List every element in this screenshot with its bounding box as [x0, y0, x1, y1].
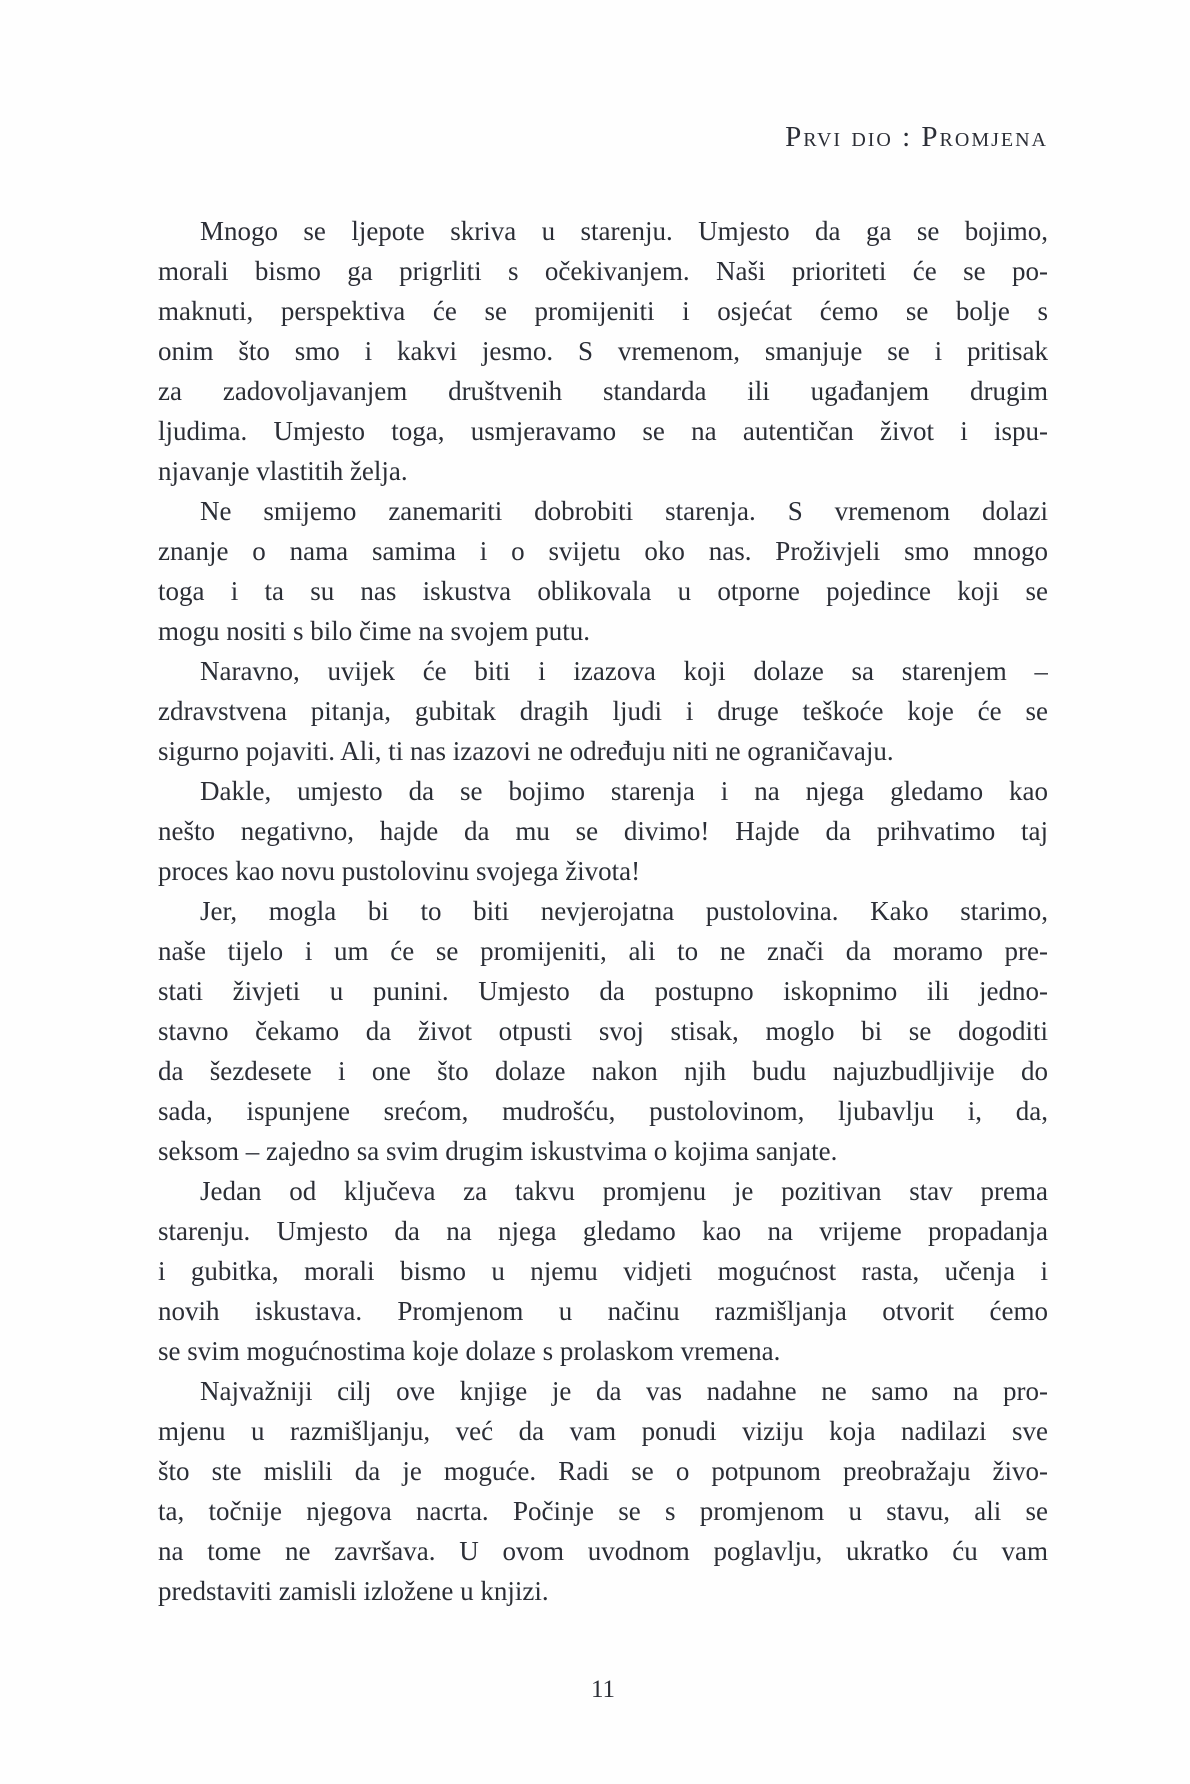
text-line: Mnogo se ljepote skriva u starenju. Umjesto da ga se bojimo, [200, 216, 1048, 246]
text-line: predstaviti zamisli izložene u knjizi. [158, 1576, 549, 1606]
text-line: Ne smijemo zanemariti dobrobiti starenja. S vremenom dolazi [200, 496, 1048, 526]
text-line: i gubitka, morali bismo u njemu vidjeti mogućnost rasta, učenja i [158, 1256, 1048, 1286]
text-line: na tome ne završava. U ovom uvodnom poglavlju, ukratko ću vam [158, 1536, 1048, 1566]
text-line: naše tijelo i um će se promijeniti, ali to ne znači da moramo pre- [158, 936, 1048, 966]
text-line: starenju. Umjesto da na njega gledamo kao na vrijeme propadanja [158, 1216, 1048, 1246]
text-line: maknuti, perspektiva će se promijeniti i osjećat ćemo se bolje s [158, 296, 1048, 326]
text-line: onim što smo i kakvi jesmo. S vremenom, smanjuje se i pritisak [158, 336, 1048, 366]
text-line: za zadovoljavanjem društvenih standarda ili ugađanjem drugim [158, 376, 1048, 406]
text-line: stavno čekamo da život otpusti svoj stisak, moglo bi se dogoditi [158, 1016, 1048, 1046]
text-line: mjenu u razmišljanju, već da vam ponudi viziju koja nadilazi sve [158, 1416, 1048, 1446]
text-line: sigurno pojaviti. Ali, ti nas izazovi ne određuju niti ne ograničavaju. [158, 736, 894, 766]
text-line: proces kao novu pustolovinu svojega života! [158, 856, 641, 886]
text-line: da šezdesete i one što dolaze nakon njih budu najuzbudljivije do [158, 1056, 1048, 1086]
paragraph [158, 1171, 1048, 1371]
text-line: stati živjeti u punini. Umjesto da postupno iskopnimo ili jedno- [158, 976, 1048, 1006]
text-line: ljudima. Umjesto toga, usmjeravamo se na autentičan život i ispu- [158, 416, 1048, 446]
text-line: Naravno, uvijek će biti i izazova koji dolaze sa starenjem – [200, 656, 1048, 686]
text-line: se svim mogućnostima koje dolaze s prolaskom vremena. [158, 1336, 781, 1366]
text-line: ta, točnije njegova nacrta. Počinje se s promjenom u stavu, ali se [158, 1496, 1048, 1526]
text-line: Jer, mogla bi to biti nevjerojatna pustolovina. Kako starimo, [200, 896, 1048, 926]
text-line: Jedan od ključeva za takvu promjenu je pozitivan stav prema [200, 1176, 1048, 1206]
paragraph [158, 891, 1048, 1171]
text-line: toga i ta su nas iskustva oblikovala u otporne pojedince koji se [158, 576, 1048, 606]
page-number: 11 [590, 1676, 616, 1703]
paragraph [158, 1371, 1048, 1611]
text-line: njavanje vlastitih želja. [158, 456, 408, 486]
text-line: morali bismo ga prigrliti s očekivanjem. Naši prioriteti će se po- [158, 256, 1048, 286]
chapter-running-header: Prvi dio : Promjena [785, 121, 1048, 153]
paragraph [158, 651, 1048, 771]
paragraph-container [158, 211, 1048, 1611]
text-line: što ste mislili da je moguće. Radi se o potpunom preobražaju živo- [158, 1456, 1048, 1486]
text-line: novih iskustava. Promjenom u načinu razmišljanja otvorit ćemo [158, 1296, 1048, 1326]
text-line: zdravstvena pitanja, gubitak dragih ljudi i druge teškoće koje će se [158, 696, 1048, 726]
paragraph [158, 211, 1048, 491]
page-body [158, 211, 1048, 1611]
text-line: mogu nositi s bilo čime na svojem putu. [158, 616, 590, 646]
text-line: Najvažniji cilj ove knjige je da vas nadahne ne samo na pro- [200, 1376, 1048, 1406]
paragraph [158, 771, 1048, 891]
text-line: znanje o nama samima i o svijetu oko nas. Proživjeli smo mnogo [158, 536, 1048, 566]
paragraph [158, 491, 1048, 651]
text-line: Dakle, umjesto da se bojimo starenja i na njega gledamo kao [200, 776, 1048, 806]
text-line: nešto negativno, hajde da mu se divimo! Hajde da prihvatimo taj [158, 816, 1048, 846]
text-line: seksom – zajedno sa svim drugim iskustvima o kojima sanjate. [158, 1136, 838, 1166]
text-line: sada, ispunjene srećom, mudrošću, pustolovinom, ljubavlju i, da, [158, 1096, 1048, 1126]
